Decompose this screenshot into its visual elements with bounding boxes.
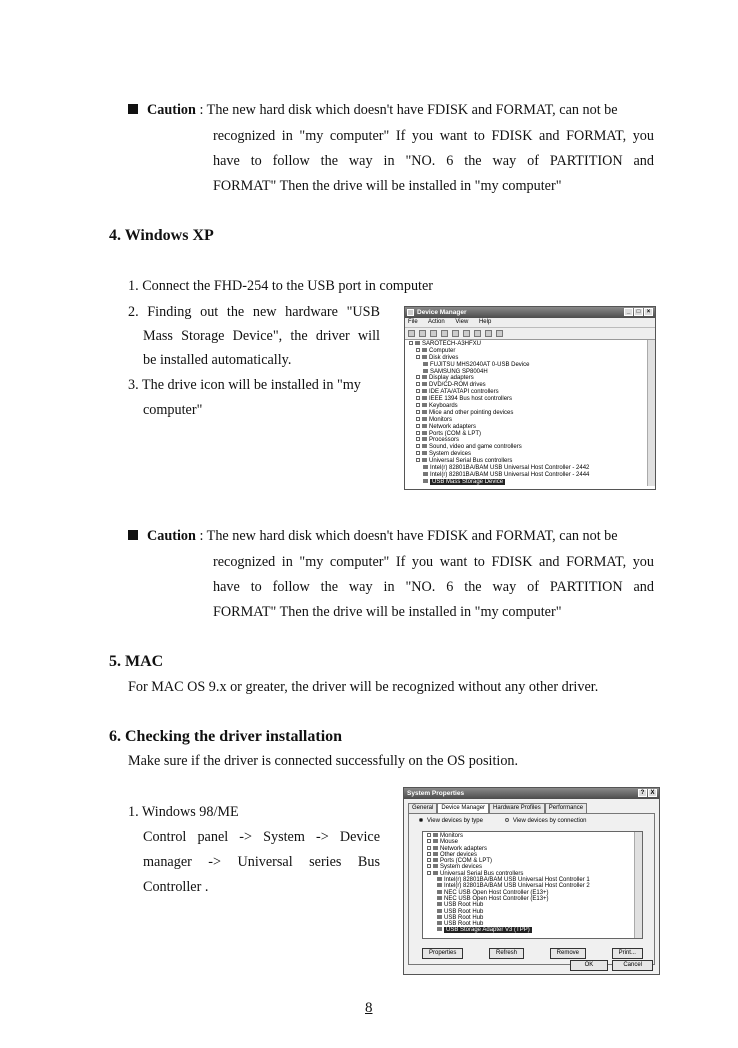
system-properties-titlebar: System Properties ? X [404, 788, 659, 799]
device-tree-item: Mouse [427, 839, 642, 845]
scan-icon [474, 330, 481, 337]
device-icon [422, 403, 427, 407]
radio-unselected-icon [505, 818, 509, 822]
device-tree-item: IEEE 1394 Bus host controllers [409, 396, 655, 403]
radio-view-by-connection: View devices by connection [505, 818, 587, 824]
device-icon [437, 909, 442, 913]
device-tree-item: Monitors [409, 417, 655, 424]
device-icon [422, 382, 427, 386]
close-icon: × [644, 308, 653, 316]
device-icon [433, 864, 438, 868]
device-tree-item: Display adapters [409, 375, 655, 382]
bullet-square-icon [128, 104, 138, 114]
device-icon [433, 871, 438, 875]
device-tree-item: Computer [409, 348, 655, 355]
device-tree-item: Ports (COM & LPT) [409, 431, 655, 438]
expand-icon [416, 431, 420, 435]
device-tree-item: SAROTECH-A3HFXU [409, 341, 655, 348]
device-icon [422, 410, 427, 414]
cancel-button: Cancel [612, 960, 653, 971]
expand-icon [427, 852, 431, 856]
device-icon [433, 833, 438, 837]
caution-2-line-2: recognized in "my computer" If you want to FDISK and FORMAT, you [213, 554, 654, 570]
device-icon [433, 852, 438, 856]
tab-performance: Performance [545, 803, 587, 813]
device-tree-item: USB Root Hub [427, 902, 642, 908]
windows-98-step: 1. Windows 98/ME [128, 804, 239, 820]
device-icon [422, 348, 427, 352]
device-tree-item: Disk drives [409, 355, 655, 362]
expand-icon [416, 458, 420, 462]
device-manager-titlebar: Device Manager _ □ × [405, 307, 655, 318]
system-properties-tabs [408, 803, 659, 813]
device-icon [437, 921, 442, 925]
expand-icon [427, 864, 431, 868]
expand-icon [427, 871, 431, 875]
bullet-square-icon [128, 530, 138, 540]
device-tree-item: Keyboards [409, 403, 655, 410]
step-2-line-3: be installed automatically. [143, 352, 292, 368]
device-tree-item: USB Root Hub [427, 915, 642, 921]
device-icon [433, 846, 438, 850]
device-icon [437, 877, 442, 881]
device-icon [422, 431, 427, 435]
device-icon [433, 858, 438, 862]
caution-line-4: FORMAT" Then the drive will be installed in "my computer" [213, 178, 562, 194]
device-icon [422, 396, 427, 400]
device-icon [422, 389, 427, 393]
help-icon: ? [638, 789, 647, 797]
device-tree-item: SAMSUNG SP8004H [409, 369, 655, 376]
menu-action: Action [428, 319, 445, 325]
tab-hardware-profiles: Hardware Profiles [489, 803, 545, 813]
expand-icon [409, 341, 413, 345]
menu-view: View [455, 319, 469, 325]
caution-line-3: have to follow the way in "NO. 6 the way of PARTITION and [213, 153, 654, 169]
step-3-line-2: computer" [143, 402, 203, 418]
device-tree-item: Universal Serial Bus controllers [427, 871, 642, 877]
device-manager-panel [408, 813, 655, 965]
expand-icon [416, 410, 420, 414]
device-tree-item: Processors [409, 437, 655, 444]
back-icon [408, 330, 415, 337]
device-tree-item: Intel(r) 82801BA/BAM USB Universal Host Controller - 2442 [409, 465, 655, 472]
device-icon [415, 341, 420, 345]
properties-icon [441, 330, 448, 337]
device-icon [437, 927, 442, 931]
device-tree-item: Ports (COM & LPT) [427, 858, 642, 864]
radio-view-by-type: View devices by type [419, 818, 483, 824]
expand-icon [416, 403, 420, 407]
device-tree-item: NEC USB Open Host Controller (E13+) [427, 896, 642, 902]
maximize-icon: □ [634, 308, 643, 316]
device-tree-item: Monitors [427, 833, 642, 839]
update-icon [485, 330, 492, 337]
device-tree-item: IDE ATA/ATAPI controllers [409, 389, 655, 396]
menu-file: File [408, 319, 418, 325]
device-tree-item: USB Root Hub [427, 909, 642, 915]
step-2-line-2: Mass Storage Device", the driver will [143, 328, 380, 344]
device-icon [423, 369, 428, 373]
device-tree-item: Sound, video and game controllers [409, 444, 655, 451]
expand-icon [427, 858, 431, 862]
help-icon [463, 330, 470, 337]
device-tree-item: USB Mass Storage Device [409, 479, 655, 486]
device-icon [423, 479, 428, 483]
section-heading-checking: 6. Checking the driver installation [109, 728, 343, 745]
expand-icon [416, 382, 420, 386]
device-tree-item: DVD/CD-ROM drives [409, 382, 655, 389]
device-icon [437, 902, 442, 906]
step-1: 1. Connect the FHD-254 to the USB port in computer [128, 278, 433, 294]
expand-icon [427, 833, 431, 837]
section-heading-mac: 5. MAC [109, 653, 164, 670]
refresh-button: Refresh [489, 948, 524, 959]
print-icon [452, 330, 459, 337]
device-icon [437, 890, 442, 894]
remove-icon [496, 330, 503, 337]
device-icon [422, 458, 427, 462]
device-tree [405, 340, 655, 486]
expand-icon [427, 839, 431, 843]
device-icon [422, 417, 427, 421]
step-3-line-1: 3. The drive icon will be installed in "my [128, 377, 361, 393]
caution-line-2: recognized in "my computer" If you want to FDISK and FORMAT, you [213, 128, 654, 144]
expand-icon [416, 355, 420, 359]
mac-text: For MAC OS 9.x or greater, the driver will be recognized without any other driver. [128, 679, 599, 695]
tab-device-manager: Device Manager [437, 803, 489, 813]
device-icon [422, 444, 427, 448]
device-tree-item: USB Storage Adapter V3 (TPP) [427, 927, 642, 933]
device-tree-98 [423, 832, 642, 934]
device-icon [423, 472, 428, 476]
menu-help: Help [478, 319, 492, 325]
device-tree-item: Other devices [427, 852, 642, 858]
caution-2-line-3: have to follow the way in "NO. 6 the way of PARTITION and [213, 579, 654, 595]
device-tree-item: System devices [409, 451, 655, 458]
device-icon [423, 465, 428, 469]
windows-98-line-3: Controller . [143, 879, 209, 895]
device-tree-item: System devices [427, 864, 642, 870]
caution-label: Caution [147, 102, 196, 118]
device-tree-item: Intel(r) 82801BA/BAM USB Universal Host Controller 2 [427, 883, 642, 889]
device-icon [422, 451, 427, 455]
section-heading-windows-xp: 4. Windows XP [109, 227, 214, 244]
minimize-icon: _ [624, 308, 633, 316]
caution-2-line-4: FORMAT" Then the drive will be installed in "my computer" [213, 604, 562, 620]
checking-text: Make sure if the driver is connected successfully on the OS position. [128, 753, 519, 769]
device-icon [423, 362, 428, 366]
device-tree-item: Mice and other pointing devices [409, 410, 655, 417]
view-icon [430, 330, 437, 337]
expand-icon [416, 396, 420, 400]
scrollbar [634, 832, 642, 938]
device-manager-menubar [405, 318, 655, 328]
device-tree-item: Universal Serial Bus controllers [409, 458, 655, 465]
device-tree-item: USB Root Hub [427, 921, 642, 927]
properties-button: Properties [422, 948, 463, 959]
caution-label: Caution [147, 528, 196, 544]
close-icon: X [648, 789, 657, 797]
caution-line-1: Caution : The new hard disk which doesn't have FDISK and FORMAT, can not be [128, 103, 618, 117]
step-2-line-1: 2. Finding out the new hardware "USB [128, 304, 380, 320]
device-tree-item: Intel(r) 82801BA/BAM USB Universal Host Controller - 2444 [409, 472, 655, 479]
expand-icon [416, 451, 420, 455]
expand-icon [416, 444, 420, 448]
device-icon [437, 896, 442, 900]
radio-selected-icon [419, 818, 423, 822]
device-list [422, 831, 643, 939]
page-number: 8 [365, 1000, 373, 1016]
forward-icon [419, 330, 426, 337]
remove-button: Remove [550, 948, 586, 959]
device-tree-item: Network adapters [409, 424, 655, 431]
device-icon [437, 883, 442, 887]
ok-button: OK [570, 960, 609, 971]
expand-icon [416, 348, 420, 352]
caution-2-line-1: Caution : The new hard disk which doesn't have FDISK and FORMAT, can not be [128, 529, 618, 543]
device-icon [422, 424, 427, 428]
tab-general: General [408, 803, 437, 813]
expand-icon [416, 417, 420, 421]
computer-icon [407, 309, 414, 316]
device-icon [437, 915, 442, 919]
expand-icon [416, 437, 420, 441]
device-manager-screenshot [404, 306, 656, 490]
device-manager-toolbar [405, 328, 655, 340]
device-icon [422, 375, 427, 379]
expand-icon [416, 424, 420, 428]
device-icon [422, 437, 427, 441]
windows-98-line-2: manager -> Universal series Bus [143, 854, 380, 870]
device-tree-item: Intel(r) 82801BA/BAM USB Universal Host Controller 1 [427, 877, 642, 883]
expand-icon [427, 846, 431, 850]
system-properties-screenshot [403, 787, 660, 975]
device-icon [422, 355, 427, 359]
print-button: Print... [612, 948, 643, 959]
device-icon [433, 839, 438, 843]
expand-icon [416, 375, 420, 379]
device-tree-item: Network adapters [427, 846, 642, 852]
device-buttons [422, 948, 643, 959]
device-tree-item: FUJITSU MHS2040AT 0-USB Device [409, 362, 655, 369]
windows-98-line-1: Control panel -> System -> Device [143, 829, 380, 845]
device-tree-item: NEC USB Open Host Controller (E13+) [427, 890, 642, 896]
expand-icon [416, 389, 420, 393]
dialog-buttons [570, 960, 653, 971]
